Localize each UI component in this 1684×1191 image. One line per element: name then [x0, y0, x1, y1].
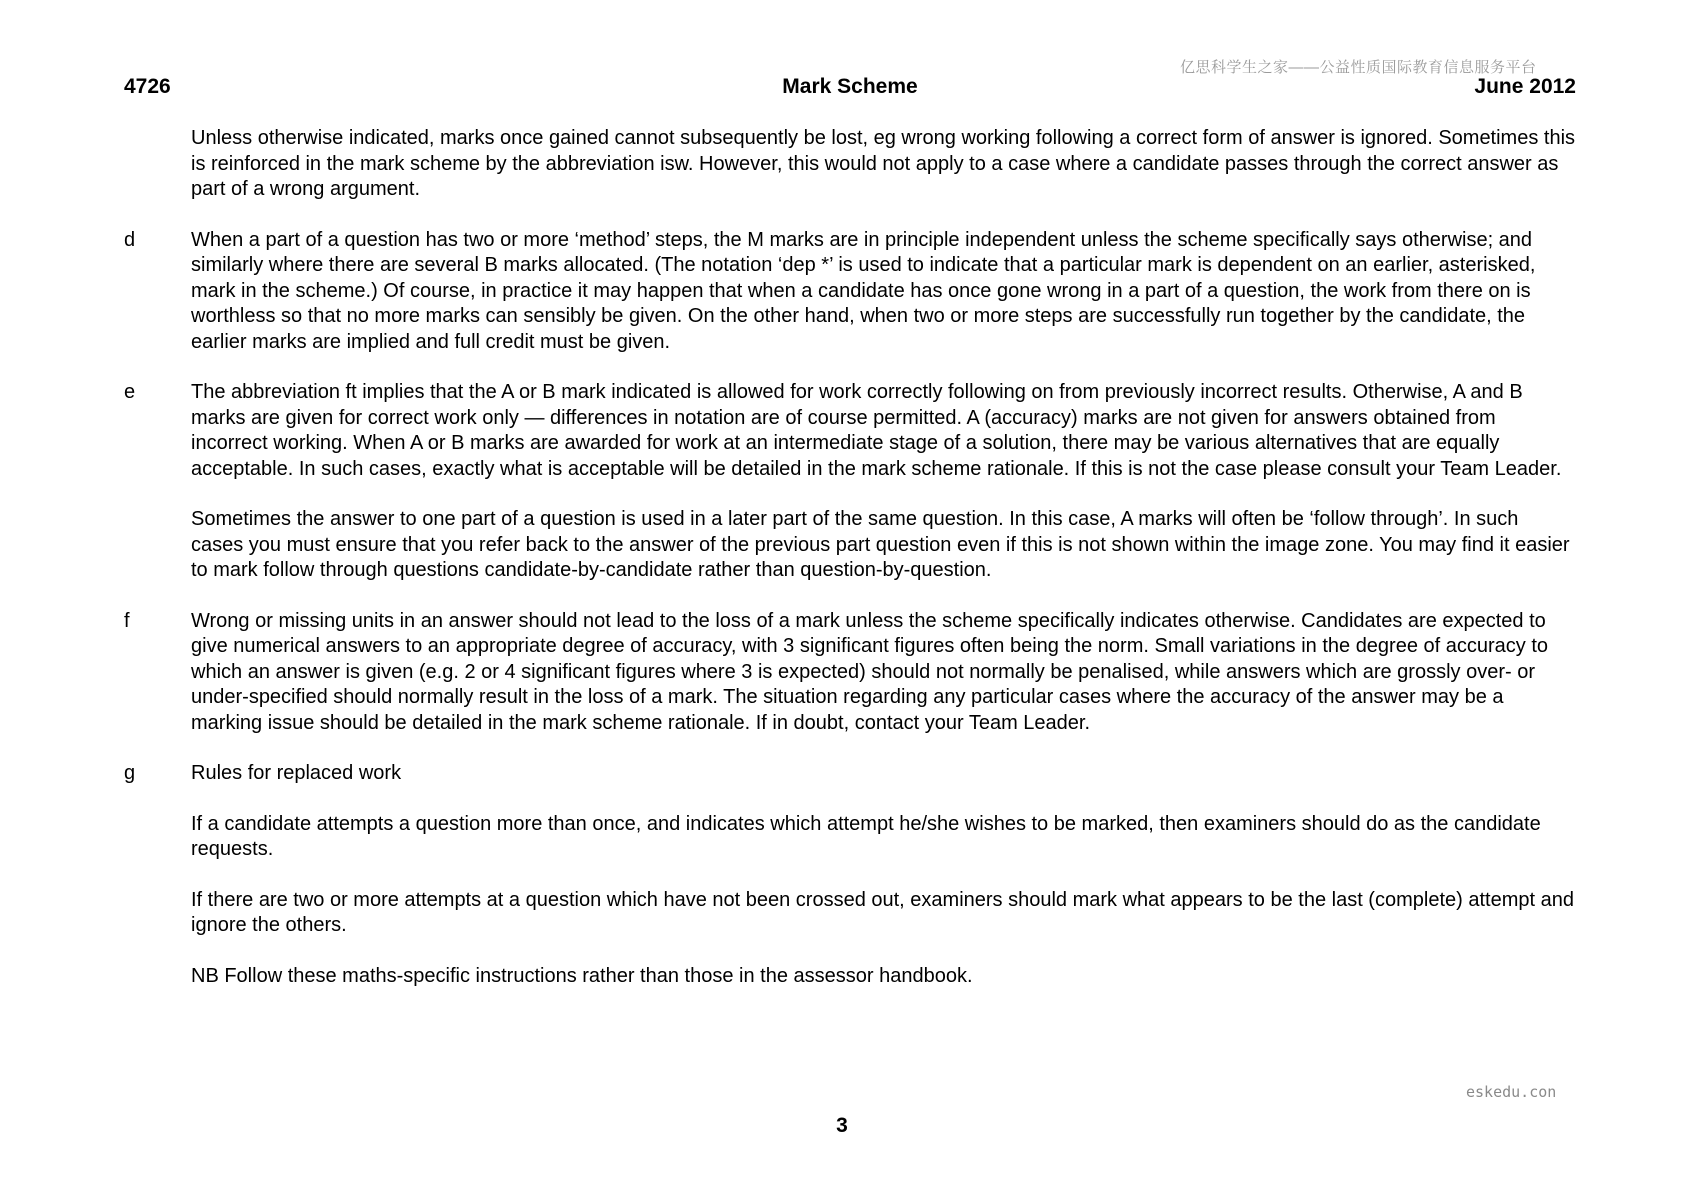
paragraph: If a candidate attempts a question more than once, and indicates which attempt he/she wishes to be marked, then examiners should do as the candidate requests. [191, 812, 1541, 860]
page-number: 3 [836, 1114, 848, 1137]
intro-item [124, 126, 1576, 203]
item-body [191, 609, 1576, 737]
item-letter: e [124, 381, 136, 403]
item-d [124, 228, 1576, 356]
item-body [191, 380, 1576, 584]
paragraph: NB Follow these maths-specific instructions rather than those in the assessor handbook. [191, 964, 973, 987]
item-body [191, 126, 1576, 203]
item-g [124, 761, 1576, 989]
item-letter-blank [124, 126, 191, 203]
page-header [124, 75, 1576, 103]
item-f [124, 609, 1576, 737]
paragraph: Wrong or missing units in an answer should not lead to the loss of a mark unless the scheme specifically indicates otherwise. Candidates are expected to give numerical answers to an appropriate degree of accuracy, with 3 significant figures often being the norm. Small variations in the degree of accuracy to which an answer is given (e.g. 2 or 4 significant figures where 3 is expected) should not normally be penalised, while answers which are grossly over- or under-specified should normally result in the loss of a mark. The situation regarding any particular cases where the accuracy of the answer may be a marking issue should be detailed in the mark scheme rationale. If in doubt, contact your Team Leader. [191, 609, 1549, 734]
watermark-top: 亿思科学生之家——公益性质国际教育信息服务平台 [1180, 59, 1537, 76]
intro-paragraph: Unless otherwise indicated, marks once gained cannot subsequently be lost, eg wrong working following a correct form of answer is ignored. Sometimes this is reinforced in the mark scheme by the abbreviation isw. However, this would not apply to a case where a candidate passes through the correct answer as part of a wrong argument. [191, 127, 1576, 200]
paragraph: If there are two or more attempts at a question which have not been crossed out, examiners should mark what appears to be the last (complete) attempt and ignore the others. [191, 888, 1574, 936]
paper-code: 4726 [124, 75, 171, 98]
mark-scheme-content [124, 126, 1576, 1014]
paragraph: Sometimes the answer to one part of a question is used in a later part of the same question. In this case, A marks will often be ‘follow through’. In such cases you must ensure that you refer back to the answer of the previous part question even if this is not shown within the image zone. You may find it easier to mark follow through questions candidate-by-candidate rather than question-by-question. [191, 508, 1570, 581]
item-letter: d [124, 228, 136, 251]
page-title: Mark Scheme [782, 75, 918, 98]
item-letter: f [124, 609, 130, 632]
item-body [191, 761, 1576, 989]
item-letter: g [124, 762, 136, 784]
watermark-bottom: eskedu.con [1466, 1083, 1557, 1101]
exam-date: June 2012 [1474, 75, 1576, 98]
item-e [124, 380, 1576, 584]
paragraph: The abbreviation ft implies that the A or B mark indicated is allowed for work correctly following on from previously incorrect results. Otherwise, A and B marks are given for correct work only — differences in notation are of course permitted. A (accuracy) marks are not given for answers obtained from incorrect working. When A or B marks are awarded for work at an intermediate stage of a solution, there may be various alternatives that are equally acceptable. In such cases, exactly what is acceptable will be detailed in the mark scheme rationale. If this is not the case please consult your Team Leader. [191, 381, 1562, 480]
item-body [191, 228, 1576, 356]
paragraph: When a part of a question has two or more ‘method’ steps, the M marks are in principle independent unless the scheme specifically says otherwise; and similarly where there are several B marks allocated. (The notation ‘dep *’ is used to indicate that a particular mark is dependent on an earlier, asterisked, mark in the scheme.) Of course, in practice it may happen that when a candidate has once gone wrong in a part of a question, the work from there on is worthless so that no more marks can sensibly be given. On the other hand, when two or more steps are successfully run together by the candidate, the earlier marks are implied and full credit must be given. [191, 228, 1536, 353]
paragraph: Rules for replaced work [191, 762, 402, 784]
